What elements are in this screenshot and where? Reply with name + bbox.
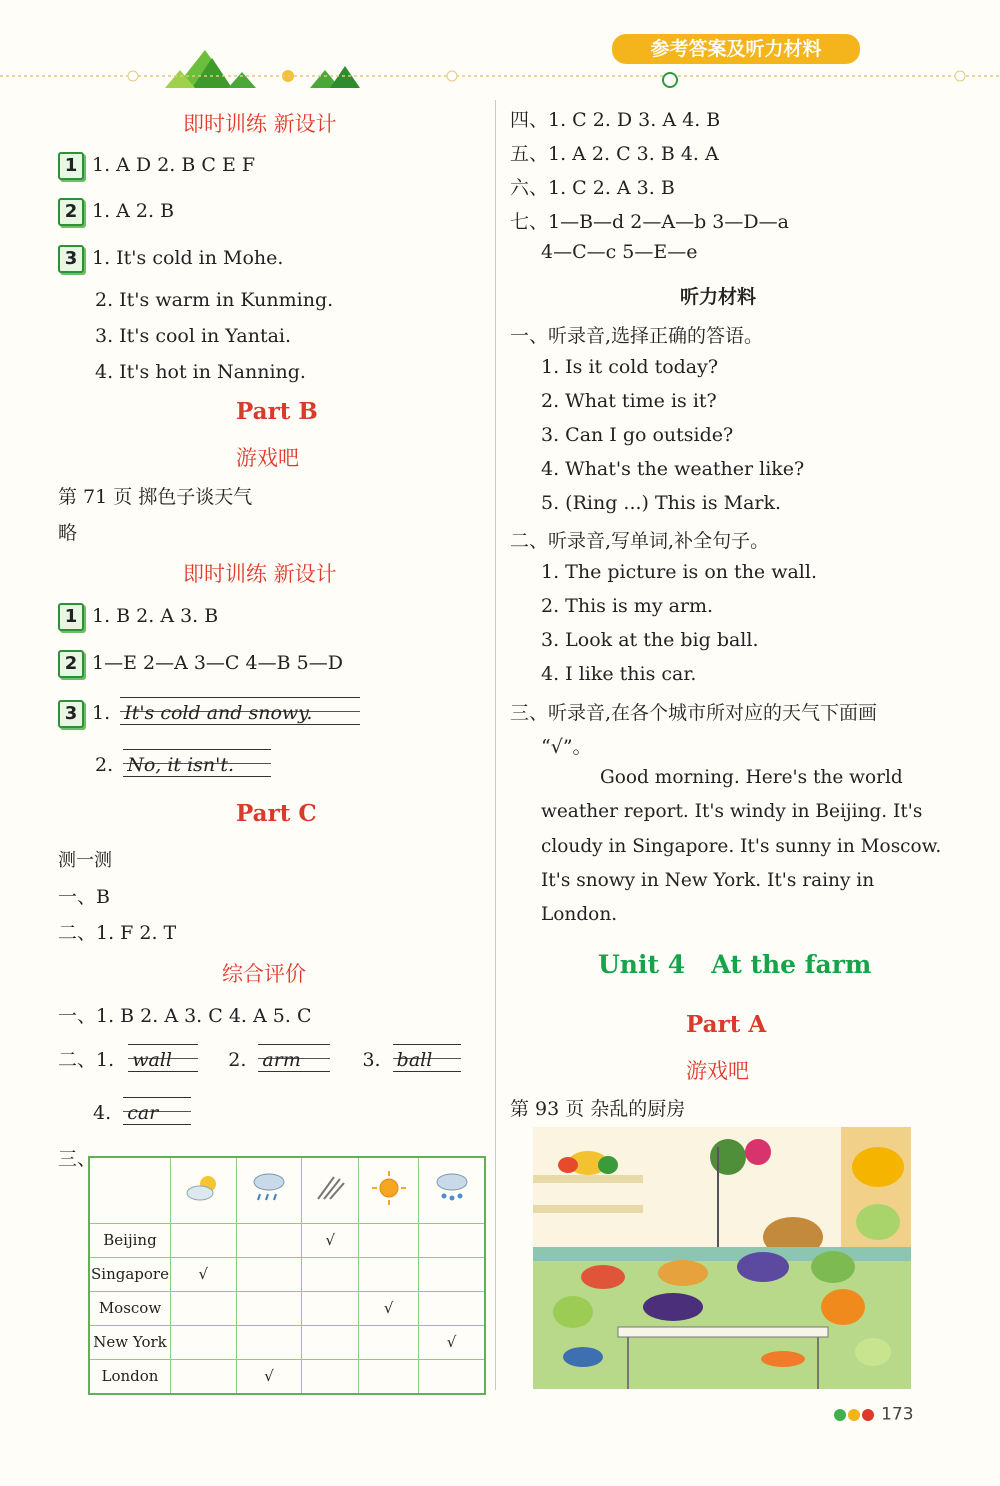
list-item: 3. Look at the big ball. (541, 629, 759, 651)
answer-line: 1 1. B 2. A 3. B (58, 603, 218, 631)
question-number-badge: 3 (58, 700, 84, 728)
page-note: 第 93 页 杂乱的厨房 (510, 1098, 686, 1120)
rainy-icon (236, 1157, 302, 1223)
list-item: 2. What time is it? (541, 390, 717, 412)
header-title: 参考答案及听力材料 (650, 38, 822, 60)
paragraph-line: It's snowy in New York. It's rainy in (541, 870, 875, 891)
column-divider (495, 100, 496, 1390)
answer-line: 3. It's cool in Yantai. (95, 325, 292, 347)
handwriting-answer: It's cold and snowy. (120, 697, 360, 725)
answer-line: 2. No, it isn't. (95, 749, 271, 777)
partly-cloudy-icon (171, 1157, 237, 1223)
answer-line: 3 1. It's cold in Mohe. (58, 245, 283, 273)
answer-line: 4—C—c 5—E—e (541, 241, 698, 263)
handwriting-answer: wall (128, 1044, 198, 1072)
list-item: 4. I like this car. (541, 663, 697, 685)
answer-line: 3 1. It's cold and snowy. (58, 697, 360, 728)
answer-line: 一、B (58, 886, 110, 908)
list-item: 3. Can I go outside? (541, 424, 734, 446)
answer-line: 四、1. C 2. D 3. A 4. B (510, 109, 721, 131)
question-title: “√”。 (541, 736, 592, 758)
note-text: 略 (58, 522, 78, 544)
list-item: 1. Is it cold today? (541, 356, 719, 378)
question-number-badge: 1 (58, 603, 84, 631)
section-heading: 即时训练 新设计 (183, 562, 337, 586)
question-title: 二、听录音,写单词,补全句子。 (510, 530, 770, 552)
table-header-row (89, 1157, 485, 1223)
sunny-icon (359, 1157, 419, 1223)
answer-line: 1 1. A D 2. B C E F (58, 152, 255, 180)
paragraph-line: weather report. It's windy in Beijing. It's (541, 801, 923, 822)
section-heading: 即时训练 新设计 (183, 112, 337, 136)
question-title: 一、听录音,选择正确的答语。 (510, 325, 764, 347)
answer-line: 4. It's hot in Nanning. (95, 361, 306, 383)
answer-line: 2 1—E 2—A 3—C 4—B 5—D (58, 650, 343, 678)
table-row: Beijing √ (89, 1223, 485, 1257)
section-heading: 综合评价 (222, 962, 306, 986)
sub-heading: 游戏吧 (686, 1059, 749, 1083)
part-heading: Part B (236, 398, 318, 425)
handwriting-answer: ball (393, 1044, 461, 1072)
table-row: Singapore √ (89, 1257, 485, 1291)
page-number-badge: 173 (832, 1404, 914, 1425)
list-item: 5. (Ring ...) This is Mark. (541, 492, 782, 514)
answer-line: 2. It's warm in Kunming. (95, 289, 334, 311)
answer-line: 2 1. A 2. B (58, 198, 174, 226)
list-item: 2. This is my arm. (541, 595, 714, 617)
paragraph-line: London. (541, 904, 618, 925)
section-heading: 听力材料 (680, 286, 757, 308)
question-number-badge: 2 (58, 198, 84, 226)
table-corner-cell (89, 1157, 171, 1223)
kitchen-illustration (533, 1127, 911, 1389)
handwriting-answer: arm (258, 1044, 330, 1072)
answer-line: 二、1. F 2. T (58, 922, 177, 944)
windy-icon (302, 1157, 359, 1223)
paragraph-line: cloudy in Singapore. It's sunny in Moscow. (541, 836, 942, 857)
answer-line: 五、1. A 2. C 3. B 4. A (510, 143, 719, 165)
answer-line: 4. car (93, 1097, 191, 1125)
page-note: 第 71 页 掷色子谈天气 (58, 486, 253, 508)
unit-title: Unit 4 At the farm (598, 950, 872, 979)
handwriting-answer: car (123, 1097, 191, 1125)
part-heading: Part A (686, 1011, 767, 1038)
paragraph-line: Good morning. Here's the world (600, 767, 903, 788)
handwriting-answer: No, it isn't. (123, 749, 271, 777)
answer-line: 三、 (58, 1148, 97, 1170)
question-number-badge: 1 (58, 152, 84, 180)
part-heading: Part C (236, 800, 317, 827)
question-number-badge: 2 (58, 650, 84, 678)
sub-heading: 游戏吧 (236, 446, 299, 470)
weather-table (88, 1156, 486, 1395)
question-number-badge: 3 (58, 245, 84, 273)
answer-line: 六、1. C 2. A 3. B (510, 177, 675, 199)
dots-icon (832, 1406, 876, 1424)
sub-heading: 测一测 (58, 850, 112, 871)
table-row: New York √ (89, 1325, 485, 1359)
table-row: Moscow √ (89, 1291, 485, 1325)
answer-line: 二、1. wall 2. arm 3. ball (58, 1044, 461, 1072)
snowy-icon (419, 1157, 485, 1223)
question-title: 三、听录音,在各个城市所对应的天气下面画 (510, 702, 878, 724)
answer-line: 七、1—B—d 2—A—b 3—D—a (510, 211, 789, 233)
list-item: 4. What's the weather like? (541, 458, 805, 480)
list-item: 1. The picture is on the wall. (541, 561, 818, 583)
answer-line: 一、1. B 2. A 3. C 4. A 5. C (58, 1005, 312, 1027)
table-row: London √ (89, 1359, 485, 1394)
